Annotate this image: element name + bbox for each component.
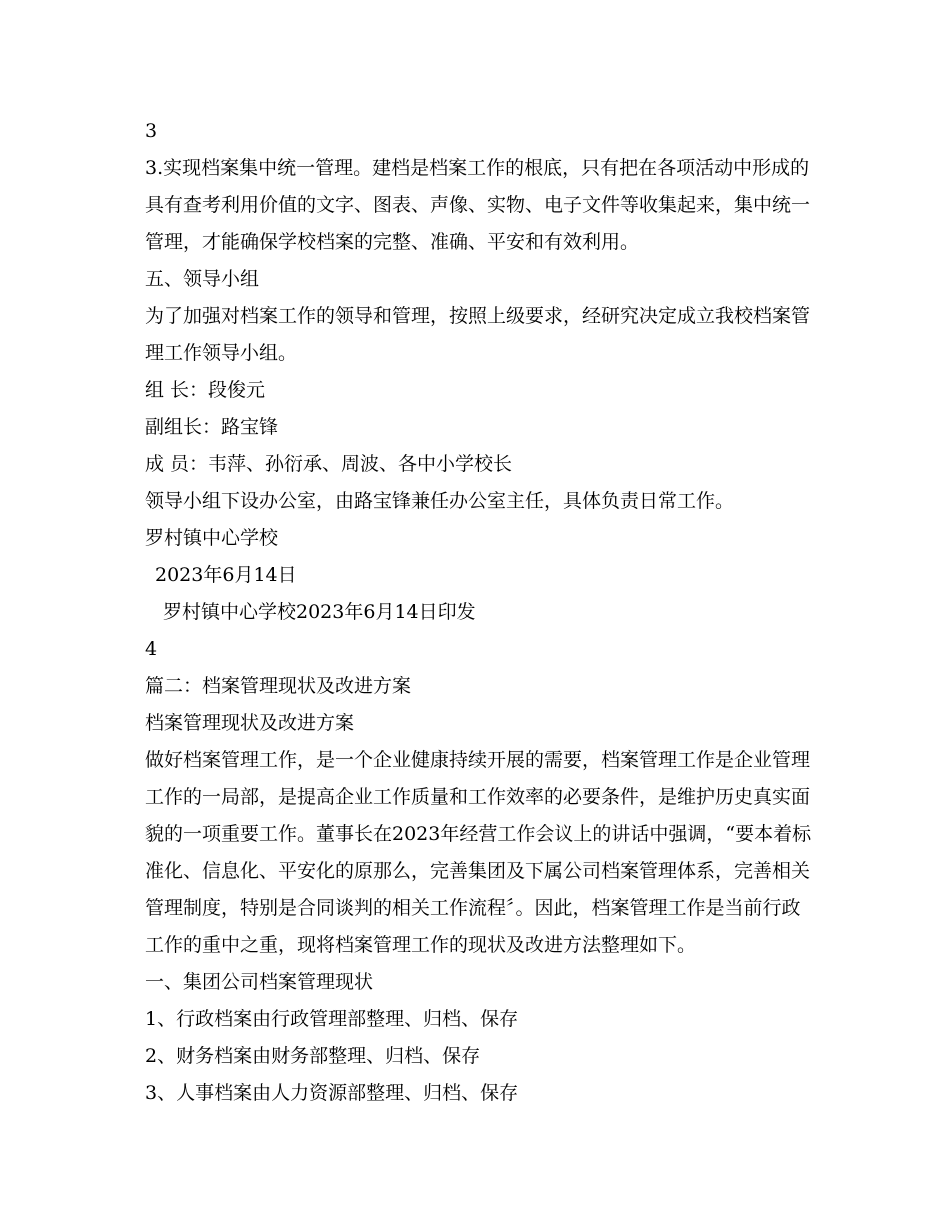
list-item: 3、人事档案由人力资源部整理、归档、保存 [145, 1082, 519, 1104]
paragraph-line: 貌的一项重要工作。董事长在2023年经营工作会议上的讲话中强调，“要本着标 [145, 823, 812, 845]
section-heading: 一、集团公司档案管理现状 [145, 971, 374, 993]
issue-line: 罗村镇中心学校2023年6月14日印发 [163, 601, 476, 623]
paragraph-line: 工作的一局部，是提高企业工作质量和工作效率的必要条件，是维护历史真实面 [145, 786, 811, 808]
paragraph-line: 领导小组下设办公室，由路宝锋兼任办公室主任，具体负责日常工作。 [145, 490, 735, 512]
signature-org: 罗村镇中心学校 [145, 527, 279, 549]
list-item: 1、行政档案由行政管理部整理、归档、保存 [145, 1008, 519, 1030]
paragraph-line: 管理，才能确保学校档案的完整、准确、平安和有效利用。 [145, 231, 640, 253]
paragraph-line: 管理制度，特别是合同谈判的相关工作流程〞。因此，档案管理工作是当前行政 [145, 897, 801, 919]
member-line: 成 员：韦萍、孙衍承、周波、各中小学校长 [145, 453, 513, 475]
paragraph-line: 工作的重中之重，现将档案管理工作的现状及改进方法整理如下。 [145, 934, 697, 956]
paragraph-line: 做好档案管理工作，是一个企业健康持续开展的需要，档案管理工作是企业管理 [145, 749, 811, 771]
member-line: 组 长：段俊元 [145, 379, 266, 401]
list-item: 2、财务档案由财务部整理、归档、保存 [145, 1045, 481, 1067]
document-title: 档案管理现状及改进方案 [145, 712, 355, 734]
section-heading: 五、领导小组 [145, 268, 260, 290]
paragraph-line: 为了加强对档案工作的领导和管理，按照上级要求，经研究决定成立我校档案管 [145, 305, 811, 327]
page-number: 4 [145, 638, 158, 660]
paragraph-line: 3.实现档案集中统一管理。建档是档案工作的根底，只有把在各项活动中形成的 [145, 157, 810, 179]
paragraph-line: 具有查考利用价值的文字、图表、声像、实物、电子文件等收集起来，集中统一 [145, 194, 811, 216]
paragraph-line: 理工作领导小组。 [145, 342, 298, 364]
member-line: 副组长：路宝锋 [145, 416, 279, 438]
signature-date: 2023年6月14日 [155, 564, 297, 586]
paragraph-line: 准化、信息化、平安化的原那么，完善集团及下属公司档案管理体系，完善相关 [145, 860, 811, 882]
chapter-title: 篇二：档案管理现状及改进方案 [145, 675, 412, 697]
page-number: 3 [145, 120, 158, 142]
